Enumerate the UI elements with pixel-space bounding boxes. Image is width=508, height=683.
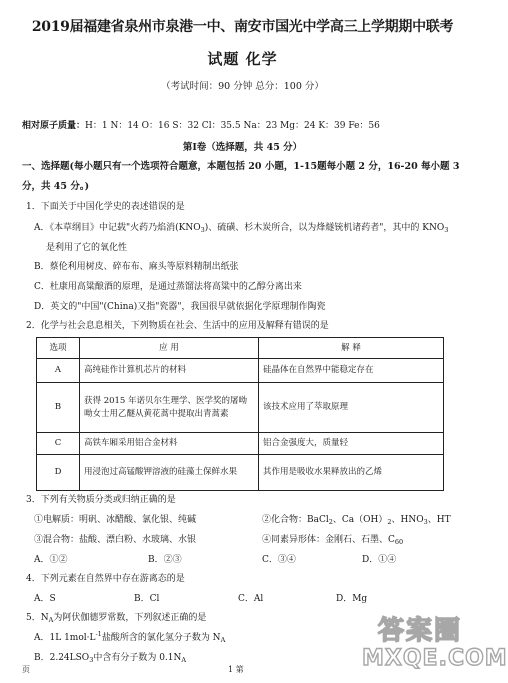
watermark-logo <box>362 610 508 676</box>
table-row <box>37 433 444 455</box>
q2-header-application: 应 用 <box>80 338 259 359</box>
atomic-masses-label: 相对原子质量： <box>22 121 86 131</box>
q1-option-a-cont: 是利用了它的氧化性 <box>46 243 128 253</box>
q2-row-d-explanation: 其作用是吸收水果释放出的乙烯 <box>259 455 444 491</box>
q2-row-d-option: D <box>37 455 80 491</box>
q2-row-a-explanation: 硅晶体在自然界中能稳定存在 <box>259 359 444 383</box>
q5-stem <box>26 610 206 624</box>
atomic-masses-values: H：1 N：14 O：16 S：32 Cl：35.5 Na：23 Mg：24 K：39 Fe：56 <box>85 121 380 131</box>
q2-row-d-application: 用浸泡过高锰酸钾溶液的硅藻土保鲜水果 <box>80 455 259 491</box>
q2-row-c-application: 高铁车厢采用铝合金材料 <box>80 433 259 455</box>
q2-row-b-explanation: 该技术应用了萃取原理 <box>259 383 444 433</box>
q1-option-a-sub-1: 3 <box>200 226 205 234</box>
q5-option-a-text-2: 盐酸所含的氯化氢分子数为 N <box>101 633 221 643</box>
exam-info: （考试时间：90 分钟 总分：100 分） <box>161 81 324 92</box>
q4-option-d: D．Mg <box>336 594 368 604</box>
q1-option-c: C．杜康用高粱酿酒的原理，是通过蒸馏法将高粱中的乙醇分离出来 <box>34 282 302 292</box>
q3-item-2-text-1: ②化合物：BaCl <box>262 515 329 525</box>
q3-option-a: A．①② <box>34 555 68 565</box>
q3-item-2-sub-2: 2 <box>387 518 392 526</box>
q4-option-a: A．S <box>34 594 56 604</box>
q3-item-2-text-4: 、HT <box>427 515 451 525</box>
footer-page-label: 页 <box>22 665 30 674</box>
q1-option-d: D．英文的"中国"(China)又指"瓷器"，我国很早就依据化学原理制作陶瓷 <box>34 302 326 312</box>
q2-row-c-explanation: 铝合金强度大，质量轻 <box>259 433 444 455</box>
q3-item-4 <box>262 532 403 546</box>
q5-option-b-sub-2: A <box>181 656 187 664</box>
q5-stem-text-1: 5．N <box>26 613 49 623</box>
q4-option-c: C．Al <box>238 594 264 604</box>
q3-item-2 <box>262 512 451 526</box>
q5-stem-text-2: 为阿伏伽德罗常数，下列叙述正确的是 <box>53 613 207 623</box>
exam-subtitle: 试题 化学 <box>207 50 278 68</box>
q1-stem: 1．下面关于中国化学史的表述错误的是 <box>26 202 185 212</box>
q1-option-a-text-2: )、硫磺、杉木炭所合，以为烽燧铳机诸药者"，其中的 KNO <box>204 223 445 233</box>
footer-page-number: 1 第 <box>228 665 244 674</box>
q4-option-b: B．Cl <box>134 594 160 604</box>
q3-option-c: C．③④ <box>262 555 296 565</box>
q2-header-explanation: 解 释 <box>259 338 444 359</box>
q5-option-a-sub: A <box>220 636 226 644</box>
q1-option-b: B．蔡伦利用树皮、碎布布、麻头等原料精制出纸张 <box>34 262 239 272</box>
q3-item-4-sub: 60 <box>394 538 404 546</box>
exam-title: 2019届福建省泉州市泉港一中、南安市国光中学高三上学期期中联考 <box>31 19 454 35</box>
q1-option-a-text-1: A．《本草纲目》中记载"火药乃焰消(KNO <box>34 223 201 233</box>
section-heading: 一、选择题(每小题只有一个选项符合题意，本题包括 20 小题，1-15题每小题 2 分，16-20 每小题 3 分，共 45 分。) <box>22 161 460 192</box>
q5-option-a-sup: -1 <box>95 630 102 638</box>
q3-item-2-sub-3: 3 <box>423 518 428 526</box>
q2-row-a-option: A <box>37 359 80 383</box>
table-row <box>37 455 444 491</box>
q2-header-option: 选项 <box>37 338 80 359</box>
q4-stem: 4．下列元素在自然界中存在游离态的是 <box>26 574 185 584</box>
q1-option-a-sub-2: 3 <box>444 226 449 234</box>
part-title: 第Ⅰ卷（选择题，共 45 分） <box>182 142 303 153</box>
q5-option-a-text-1: A．1L 1mol·L <box>34 633 96 643</box>
q3-option-b: B．②③ <box>148 555 182 565</box>
q3-item-2-text-3: 、HNO <box>391 515 424 525</box>
q3-option-d: D．①④ <box>362 555 397 565</box>
q5-option-b-text-1: B．2.24LSO <box>34 653 90 663</box>
q5-option-b <box>34 650 186 664</box>
table-row <box>37 359 444 383</box>
atomic-masses <box>22 118 380 131</box>
watermark-text-top: 答案圈 <box>377 616 462 646</box>
q3-item-4-text: ④同素异形体：金刚石、石墨、C <box>262 535 395 545</box>
q5-option-b-text-2: 中含有分子数为 0.1N <box>93 653 182 663</box>
q5-option-b-sub-1: 3 <box>89 656 94 664</box>
q2-row-b-application: 获得 2015 年诺贝尔生理学、医学奖的屠呦呦女士用乙醚从黄花蒿中提取出青蒿素 <box>80 383 259 433</box>
q2-table <box>36 337 444 491</box>
q3-item-2-sub-1: 2 <box>328 518 333 526</box>
q5-option-a <box>34 630 225 644</box>
q2-row-a-application: 高纯硅作计算机芯片的材料 <box>80 359 259 383</box>
q3-item-1: ①电解质：明矾、冰醋酸、氯化银、纯碱 <box>34 515 197 525</box>
q2-stem: 2．化学与社会息息相关，下列物质在社会、生活中的应用及解释有错误的是 <box>26 321 329 331</box>
watermark-text-bottom: MXQE.COM <box>362 646 508 671</box>
q1-option-a <box>34 220 448 234</box>
q3-stem: 3．下列有关物质分类或归纳正确的是 <box>26 495 176 505</box>
q5-stem-sub: A <box>48 616 54 624</box>
q3-item-2-text-2: 、Ca（OH） <box>332 515 388 525</box>
q2-table-header-row <box>37 338 444 359</box>
q2-row-b-option: B <box>37 383 80 433</box>
q2-row-c-option: C <box>37 433 80 455</box>
q3-item-3: ③混合物：盐酸、漂白粉、水玻璃、水银 <box>34 535 197 545</box>
table-row <box>37 383 444 433</box>
